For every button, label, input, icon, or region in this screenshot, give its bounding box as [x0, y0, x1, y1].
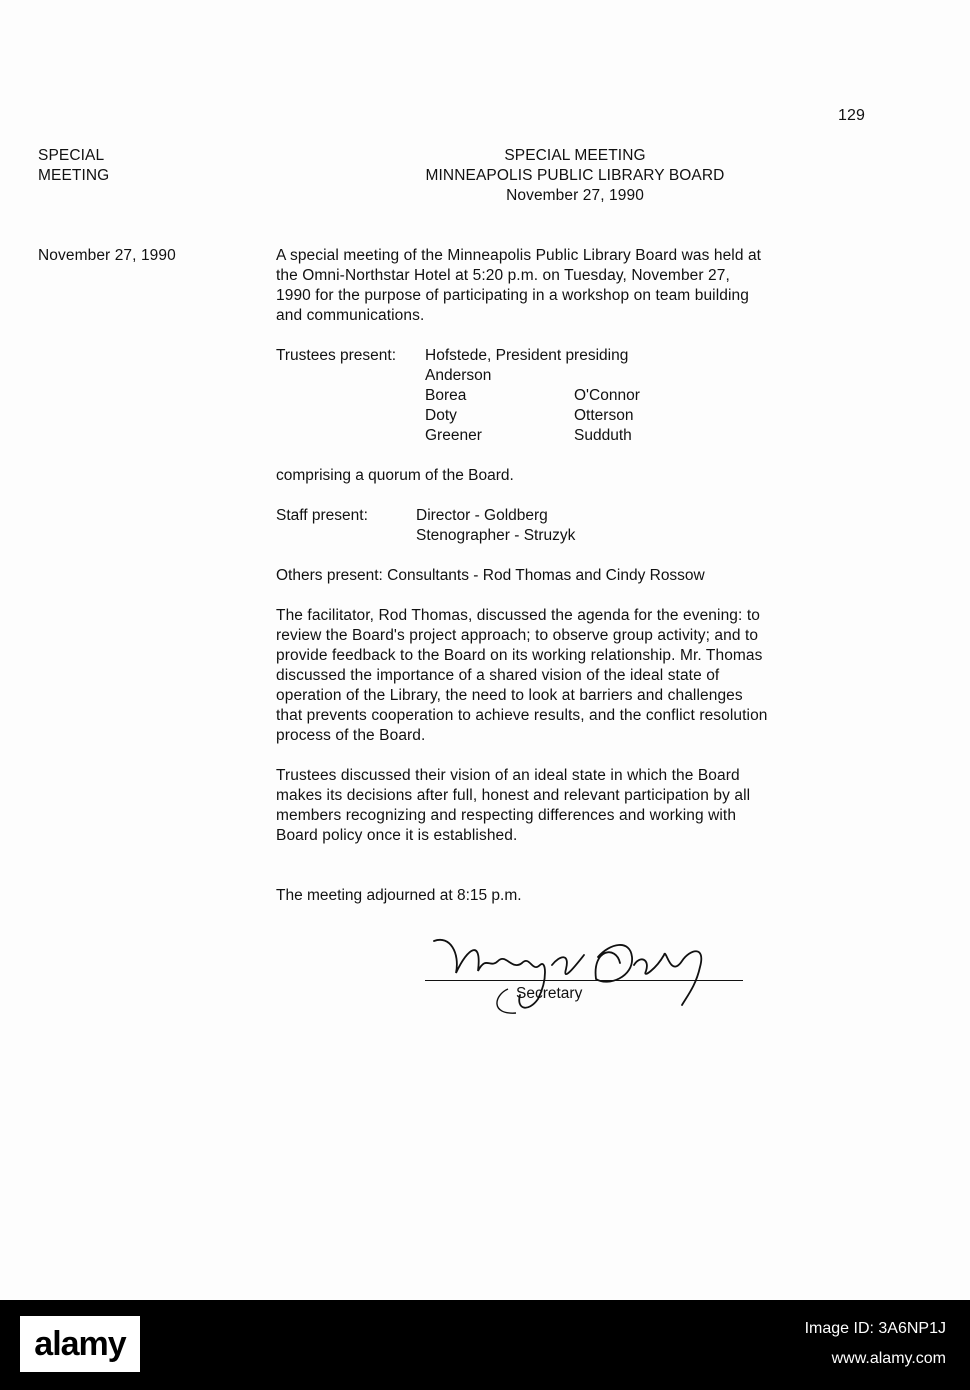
text-line: Trustees discussed their vision of an ideal state in which the Board — [276, 767, 740, 784]
adjourned-text: The meeting adjourned at 8:15 p.m. — [276, 887, 522, 904]
signature-title: Secretary — [516, 985, 583, 1002]
intro-paragraph — [276, 246, 876, 326]
margin-title-line: MEETING — [38, 167, 110, 184]
text-line: and communications. — [276, 307, 425, 324]
document-heading — [375, 146, 775, 206]
facilitator-paragraph — [276, 606, 876, 746]
trustee-name: Anderson — [425, 367, 492, 384]
margin-date: November 27, 1990 — [38, 247, 176, 264]
trustee-name: Doty — [425, 407, 457, 424]
staff-member: Stenographer - Struzyk — [416, 527, 576, 544]
page-number: 129 — [838, 107, 865, 124]
alamy-logo: alamy — [20, 1316, 140, 1372]
text-line: operation of the Library, the need to look at barriers and challenges — [276, 687, 743, 704]
staff-member: Director - Goldberg — [416, 507, 548, 524]
quorum-text: comprising a quorum of the Board. — [276, 467, 514, 484]
heading-line: November 27, 1990 — [506, 187, 644, 204]
text-line: that prevents cooperation to achieve results, and the conflict resolution — [276, 707, 768, 724]
text-line: the Omni-Northstar Hotel at 5:20 p.m. on Tuesday, November 27, — [276, 267, 730, 284]
trustees-president: Hofstede, President presiding — [425, 347, 629, 364]
margin-title-line: SPECIAL — [38, 147, 105, 164]
text-line: 1990 for the purpose of participating in a workshop on team building — [276, 287, 749, 304]
staff-label: Staff present: — [276, 507, 368, 524]
text-line: members recognizing and respecting differences and working with — [276, 807, 737, 824]
signature-image — [420, 925, 740, 1020]
text-line: discussed the importance of a shared vision of the ideal state of — [276, 667, 720, 684]
watermark-footer — [0, 1300, 970, 1390]
text-line: process of the Board. — [276, 727, 426, 744]
trustee-name: O'Connor — [574, 387, 640, 404]
trustee-name: Sudduth — [574, 427, 632, 444]
vision-paragraph — [276, 766, 876, 846]
text-line: makes its decisions after full, honest and relevant participation by all — [276, 787, 751, 804]
heading-line: SPECIAL MEETING — [504, 147, 646, 164]
text-line: A special meeting of the Minneapolis Public Library Board was held at — [276, 247, 762, 264]
heading-line: MINNEAPOLIS PUBLIC LIBRARY BOARD — [425, 167, 725, 184]
margin-title — [38, 146, 109, 186]
trustee-name: Borea — [425, 387, 467, 404]
text-line: The facilitator, Rod Thomas, discussed the agenda for the evening: to — [276, 607, 760, 624]
text-line: review the Board's project approach; to observe group activity; and to — [276, 627, 759, 644]
signature-line — [425, 980, 743, 981]
text-line: provide feedback to the Board on its working relationship. Mr. Thomas — [276, 647, 763, 664]
text-line: Board policy once it is established. — [276, 827, 518, 844]
site-url: www.alamy.com — [831, 1350, 946, 1367]
trustee-name: Otterson — [574, 407, 634, 424]
trustee-name: Greener — [425, 427, 482, 444]
image-id-label: Image ID: 3A6NP1J — [804, 1320, 946, 1337]
trustees-label: Trustees present: — [276, 347, 397, 364]
others-present: Others present: Consultants - Rod Thomas and Cindy Rossow — [276, 567, 705, 584]
